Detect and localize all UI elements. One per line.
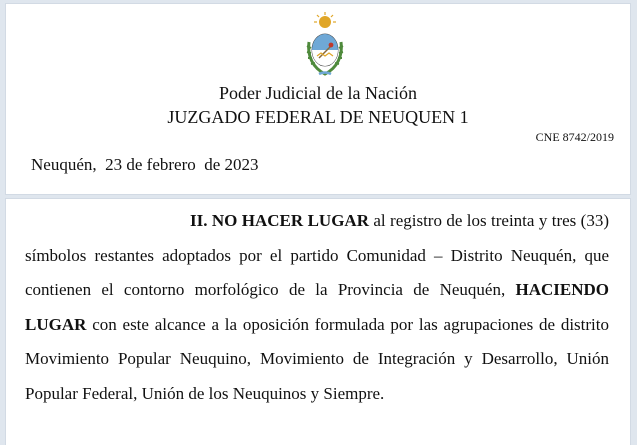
argentine-coat-of-arms-icon [303,12,347,78]
resolution-paragraph [25,204,609,411]
date-value: 23 de febrero de 2023 [105,155,259,174]
document-date [31,154,259,176]
resolution-numeral: II. [190,211,208,230]
resolution-lead-bold: NO HACER LUGAR [211,211,369,230]
document-header-panel [6,4,630,194]
resolution-text-2: con este alcance a la oposición formulada por las agrupaciones de distrito Movimiento Popular Neuquino, Movimiento de Integración y Desarrollo, Unión Popular Federal, Unión de los Neuquinos y Siempre. [25,314,609,403]
court-office-name: JUZGADO FEDERAL DE NEUQUEN 1 [167,107,469,127]
case-number: CNE 8742/2019 [535,130,614,144]
resolution-text-1: al registro de los treinta y tres (33) símbolos restantes adoptados por el partido Comunidad – Distrito Neuquén, que contienen el contorno morfológico de la Provincia de Neuquén, [25,211,609,299]
court-name: Poder Judicial de la Nación [219,83,417,103]
resolution-panel [6,199,630,445]
date-city: Neuquén, [31,155,97,174]
resolution-mid-bold: HACIENDO LUGAR [25,280,609,334]
